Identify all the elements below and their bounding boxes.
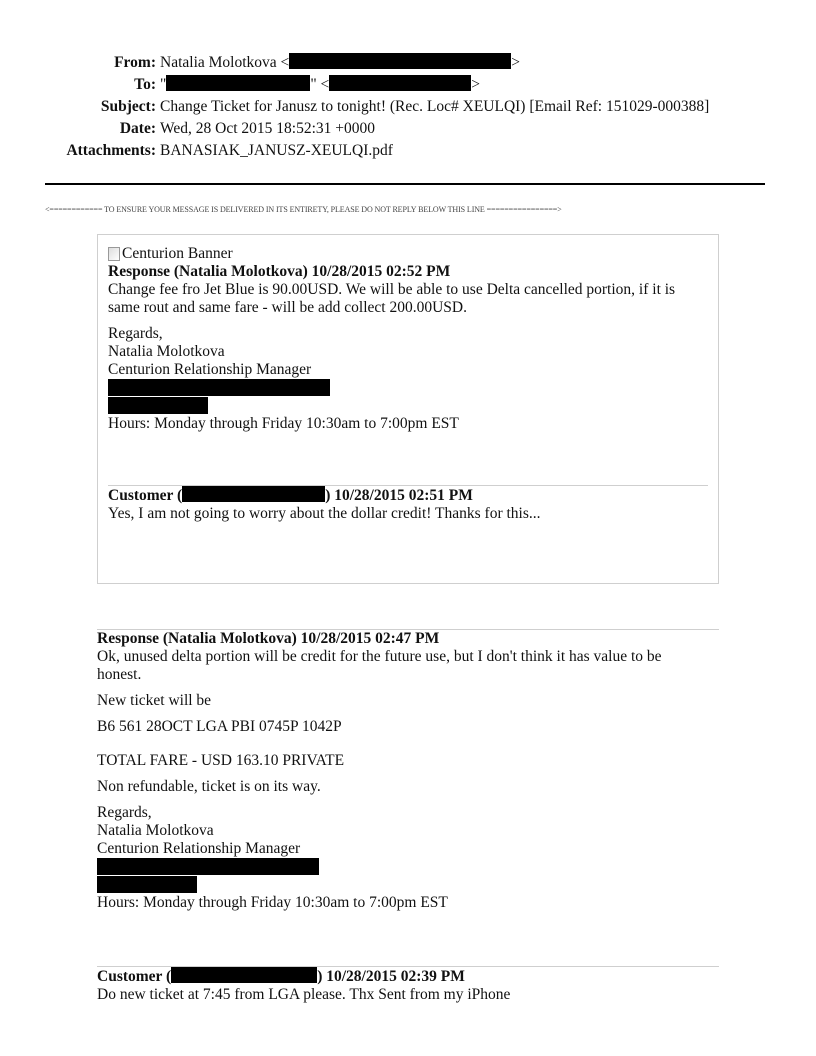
- from-label: From:: [114, 54, 156, 71]
- signature-name: Natalia Molotkova: [108, 343, 225, 360]
- message-header: Customer ( ) 10/28/2015 02:51 PM: [108, 487, 473, 504]
- subject-row: [0, 96, 816, 118]
- reply-notice: <============ TO ENSURE YOUR MESSAGE IS DELIVERED IN ITS ENTIRETY, PLEASE DO NOT REPLY BELOW THIS LINE ================>: [45, 205, 562, 214]
- signature-name: Natalia Molotkova: [97, 822, 214, 839]
- centurion-banner: [108, 245, 708, 263]
- message-body: Yes, I am not going to worry about the dollar credit! Thanks for this...: [108, 505, 541, 522]
- message-header: Response (Natalia Molotkova) 10/28/2015 02:47 PM: [97, 630, 440, 647]
- signature-regards: Regards,: [108, 325, 163, 342]
- response-message-2: [97, 630, 709, 912]
- header-divider: [45, 183, 765, 185]
- customer-message-1: [108, 486, 708, 523]
- subject-label: Subject:: [100, 98, 156, 115]
- redacted-contact: [97, 858, 319, 875]
- response-message-1: [108, 245, 708, 433]
- message-header: Response (Natalia Molotkova) 10/28/2015 02:52 PM: [108, 263, 451, 280]
- signature-title: Centurion Relationship Manager: [108, 361, 312, 378]
- signature-hours: Hours: Monday through Friday 10:30am to 7:00pm EST: [108, 415, 459, 432]
- message-body: Do new ticket at 7:45 from LGA please. Thx Sent from my iPhone: [97, 986, 511, 1003]
- from-row: [0, 52, 816, 74]
- redacted-name: [166, 75, 310, 91]
- date-label: Date:: [119, 120, 156, 137]
- attachments-label: Attachments:: [66, 142, 156, 159]
- date-row: [0, 118, 816, 140]
- date-value: Wed, 28 Oct 2015 18:52:31 +0000: [160, 120, 376, 137]
- redacted-name: [171, 967, 317, 983]
- message-body: Ok, unused delta portion will be credit for the future use, but I don't think it has value to be honest.: [97, 648, 662, 683]
- to-value: " " < >: [160, 76, 481, 93]
- message-line: New ticket will be: [97, 692, 212, 709]
- signature-hours: Hours: Monday through Friday 10:30am to 7:00pm EST: [97, 894, 448, 911]
- redacted-email: [329, 75, 471, 91]
- banner-alt-text: Centurion Banner: [122, 245, 233, 262]
- redacted-contact: [108, 379, 330, 396]
- message-body: Change fee fro Jet Blue is 90.00USD. We will be able to use Delta cancelled portion, if it is same rout and same fare - will be add collect 200.00USD.: [108, 281, 676, 316]
- to-row: [0, 74, 816, 96]
- redacted-name: [182, 486, 325, 502]
- flight-details: B6 561 28OCT LGA PBI 0745P 1042P: [97, 718, 342, 735]
- email-header: [0, 52, 816, 162]
- subject-value: Change Ticket for Janusz to tonight! (Rec. Loc# XEULQI) [Email Ref: 151029-000388]: [160, 98, 710, 115]
- attachment-link[interactable]: BANASIAK_JANUSZ-XEULQI.pdf: [160, 142, 393, 159]
- redacted-email: [289, 53, 511, 69]
- message-line: Non refundable, ticket is on its way.: [97, 778, 321, 795]
- total-fare: TOTAL FARE - USD 163.10 PRIVATE: [97, 752, 345, 769]
- redacted-contact: [97, 876, 197, 893]
- broken-image-icon: [108, 247, 120, 261]
- to-label: To:: [134, 76, 156, 93]
- customer-message-2: [97, 967, 709, 1004]
- message-header: Customer ( ) 10/28/2015 02:39 PM: [97, 968, 465, 985]
- from-value: Natalia Molotkova < >: [160, 54, 521, 71]
- signature-regards: Regards,: [97, 804, 152, 821]
- attachments-row: [0, 140, 816, 162]
- signature-title: Centurion Relationship Manager: [97, 840, 301, 857]
- redacted-contact: [108, 397, 208, 414]
